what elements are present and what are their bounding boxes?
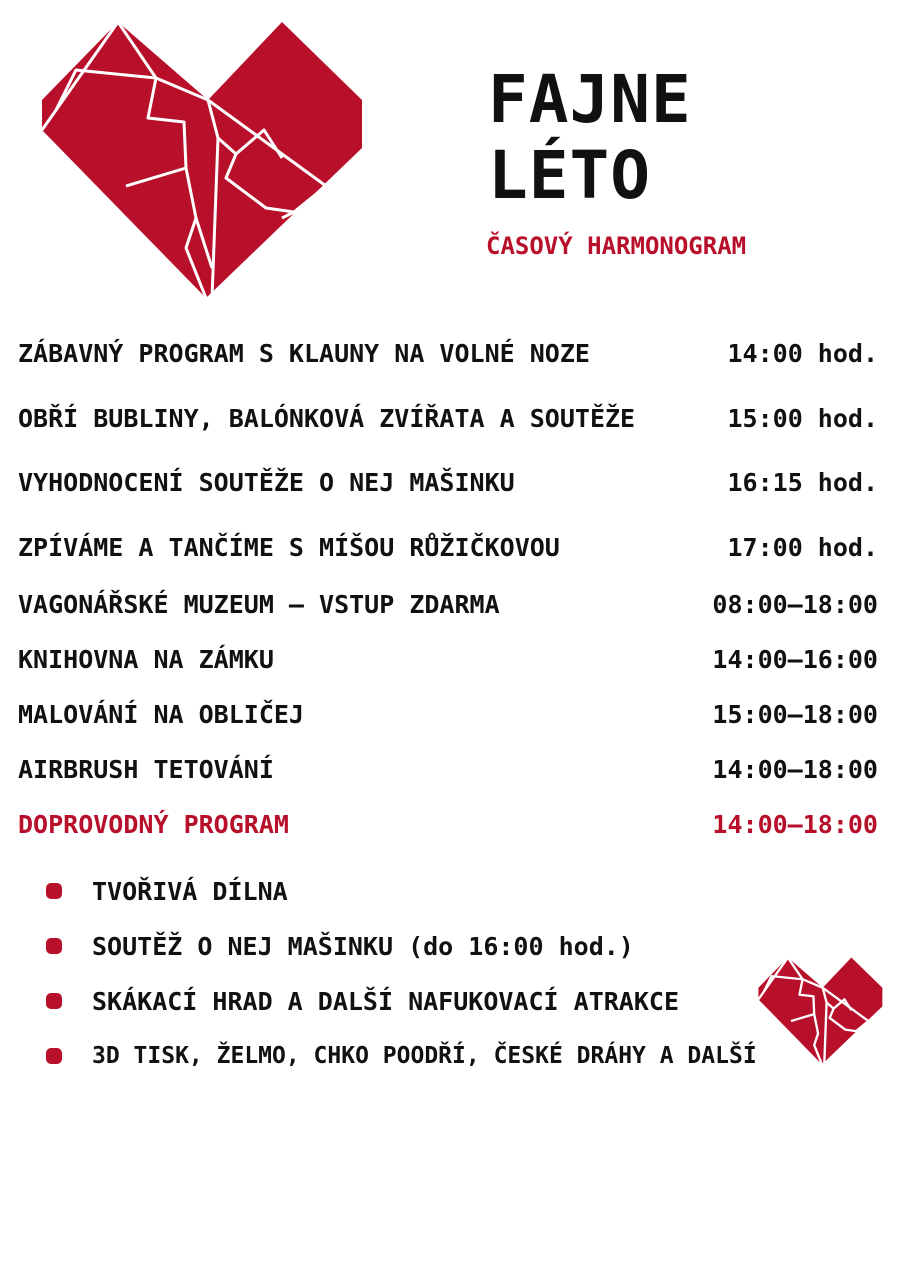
schedule-row (18, 462, 878, 502)
list-item-label: SOUTĚŽ O NEJ MAŠINKU (do 16:00 hod.) (92, 931, 634, 961)
schedule-label: VAGONÁŘSKÉ MUZEUM – VSTUP ZDARMA (18, 589, 500, 619)
schedule-label: ZPÍVÁME A TANČÍME S MÍŠOU RŮŽIČKOVOU (18, 532, 560, 562)
title-line-2: LÉTO (488, 137, 651, 214)
schedule-time: 14:00–18:00 (712, 754, 878, 784)
list-item-label: SKÁKACÍ HRAD A DALŠÍ NAFUKOVACÍ ATRAKCE (92, 986, 679, 1016)
schedule-time: 08:00–18:00 (712, 589, 878, 619)
schedule-time: 15:00 hod. (727, 403, 878, 433)
schedule-time: 15:00–18:00 (712, 699, 878, 729)
schedule-time: 14:00 hod. (727, 338, 878, 368)
schedule-label: OBŘÍ BUBLINY, BALÓNKOVÁ ZVÍŘATA A SOUTĚŽE (18, 403, 636, 433)
schedule-label: KNIHOVNA NA ZÁMKU (18, 644, 274, 674)
list-item (46, 981, 679, 1021)
bullet-icon (46, 938, 62, 954)
list-item (46, 871, 288, 911)
schedule-time: 14:00–16:00 (712, 644, 878, 674)
heart-logo-icon (36, 18, 366, 302)
bullet-icon (46, 993, 62, 1009)
schedule-label: ZÁBAVNÝ PROGRAM S KLAUNY NA VOLNÉ NOZE (18, 338, 590, 368)
list-item (46, 926, 634, 966)
schedule-row (18, 749, 878, 789)
list-item-label: 3D TISK, ŽELMO, CHKO POODŘÍ, ČESKÉ DRÁHY A DALŠÍ (92, 1043, 757, 1069)
schedule-label: VYHODNOCENÍ SOUTĚŽE O NEJ MAŠINKU (18, 467, 515, 497)
schedule-row (18, 398, 878, 438)
schedule-row (18, 639, 878, 679)
small-heart-logo-icon (756, 956, 884, 1066)
schedule-time: 14:00–18:00 (712, 809, 878, 839)
schedule-row (18, 527, 878, 567)
subtitle: ČASOVÝ HARMONOGRAM (486, 232, 747, 260)
bullet-icon (46, 883, 62, 899)
schedule-label: AIRBRUSH TETOVÁNÍ (18, 754, 274, 784)
list-item (46, 1036, 757, 1076)
schedule-row-highlight (18, 804, 878, 844)
title-line-1: FAJNE (488, 61, 692, 138)
schedule-label: MALOVÁNÍ NA OBLIČEJ (18, 699, 304, 729)
list-item-label: TVOŘIVÁ DÍLNA (92, 876, 288, 906)
schedule-row (18, 333, 878, 373)
schedule-time: 17:00 hod. (727, 532, 878, 562)
schedule-row (18, 584, 878, 624)
schedule-label: DOPROVODNÝ PROGRAM (18, 809, 289, 839)
bullet-icon (46, 1048, 62, 1064)
schedule-row (18, 694, 878, 734)
schedule-time: 16:15 hod. (727, 467, 878, 497)
